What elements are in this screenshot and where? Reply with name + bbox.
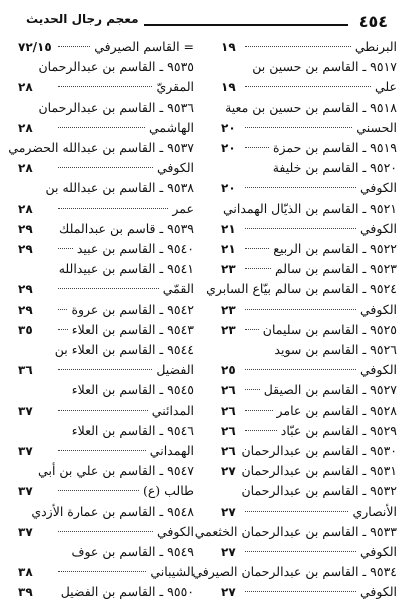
entry-text: ٩٥٥٠ ـ القاسم بن الفضيل (60, 584, 194, 600)
entry-text: المقريّ (156, 79, 194, 95)
entry-text: ٩٥٤٩ ـ القاسم بن عوف (71, 544, 194, 559)
index-entry (18, 278, 194, 300)
index-entry (221, 97, 397, 119)
book-title: معجم رجال الحديث (26, 12, 139, 26)
dot-leader (58, 208, 168, 209)
dot-leader (58, 450, 146, 451)
entry-page-number: ٢٠ (221, 120, 236, 135)
index-column-left (8, 36, 194, 602)
entry-page-number: ٢٨ (18, 120, 33, 135)
entry-text: ٩٥٢٢ ـ القاسم بن الربيع (273, 241, 397, 256)
entry-page-number: ٢٦ (221, 444, 236, 458)
entry-text: ٩٥٢٨ ـ القاسم بن عامر (276, 402, 397, 418)
dot-leader (58, 329, 68, 330)
entry-page-number: ٢٩ (18, 302, 33, 317)
entry-text: ٩٥٣١ ـ القاسم بن عبدالرحمان (241, 463, 397, 479)
dot-leader (245, 46, 351, 47)
index-entry (18, 541, 194, 563)
dot-leader (245, 369, 356, 370)
index-entry (18, 117, 194, 139)
entry-text: الهمداني (149, 443, 194, 458)
index-entry (18, 480, 194, 502)
entry-page-number: ٢٧ (221, 545, 236, 559)
entry-text: ٩٥٤٦ ـ القاسم بن العلاء (71, 422, 194, 438)
dot-leader (58, 410, 148, 411)
entry-page-number: ٢٦ (221, 403, 236, 418)
dot-leader (245, 389, 260, 390)
index-entry (221, 56, 397, 78)
index-entry (18, 501, 194, 523)
index-entry (18, 76, 194, 98)
entry-text: ٩٥١٨ ـ القاسم بن حسين بن معية (225, 99, 397, 115)
entry-text: الفضيل (156, 362, 194, 378)
entry-page-number: ٢٧ (221, 585, 236, 600)
entry-page-number: ٢٩ (18, 282, 33, 297)
index-entry (221, 76, 397, 98)
entry-page-number: ٣٧ (18, 444, 33, 458)
entry-text: ٩٥١٧ ـ القاسم بن حسين بن (252, 59, 397, 75)
dot-leader (58, 490, 139, 491)
index-entry (221, 238, 397, 260)
entry-text: علي (374, 79, 397, 95)
entry-text: المدائني (151, 402, 194, 418)
index-entry (18, 218, 194, 240)
index-entry (221, 198, 397, 220)
index-entry (221, 541, 397, 563)
entry-page-number: ٢٦ (221, 423, 236, 438)
entry-page-number: ٣٧ (18, 403, 33, 418)
page-number: ٤٥٤ (358, 12, 388, 31)
entry-text: الشيباني (150, 564, 194, 580)
index-entry (18, 258, 194, 280)
entry-page-number: ١٩ (221, 80, 236, 95)
index-entry (8, 137, 194, 159)
dot-leader (58, 531, 153, 532)
index-entry (221, 258, 397, 280)
entry-text: ٩٥٤٢ ـ القاسم بن عروة (71, 301, 194, 317)
entry-text: ٩٥٤٥ ـ القاسم بن العلاء (71, 382, 194, 398)
index-entry (18, 521, 194, 543)
entry-page-number: ٣٧ (18, 484, 33, 499)
index-entry (221, 379, 397, 401)
index-entry (221, 501, 397, 523)
index-entry (221, 137, 397, 159)
dot-leader (245, 187, 356, 188)
entry-page-number: ٣٩ (18, 585, 33, 600)
entry-text: ٩٥١٩ ـ القاسم بن حمزة (272, 140, 397, 155)
entry-text: الكوفي (156, 523, 194, 539)
entry-page-number: ٢٧ (221, 504, 236, 519)
entry-text: ٩٥٢٣ ـ القاسم بن سالم (274, 261, 397, 277)
entry-page-number: ٣٧ (18, 524, 33, 539)
index-entry (206, 278, 397, 300)
entry-text: الكوفي (359, 362, 397, 378)
index-entry (18, 440, 194, 462)
entry-text: الكوفي (359, 544, 397, 559)
entry-text: ٩٥٣٣ ـ القاسم بن عبدالرحمان الخثعمي (194, 523, 397, 539)
dot-leader (245, 430, 277, 431)
entry-text: ٩٥٢٦ ـ القاسم بن سويد (274, 342, 397, 357)
index-entry (221, 36, 397, 58)
entry-text: ٩٥٣٩ ـ قاسم بن عبدالملك (59, 220, 194, 236)
index-entry (221, 400, 397, 422)
index-entry (18, 56, 194, 78)
entry-text: ٩٥٣٧ ـ القاسم بن عبدالله الحضرمي (8, 140, 194, 155)
index-entry (18, 581, 194, 603)
entry-page-number: ٧٢/١٥ (18, 40, 52, 54)
entry-text: ٩٥٣٤ ـ القاسم بن عبدالرحمان الصيرفي (192, 564, 397, 580)
index-entry (221, 480, 397, 502)
dot-leader (58, 571, 146, 572)
entry-page-number: ٢٩ (18, 242, 33, 256)
entry-text: الكوفي (359, 220, 397, 236)
index-entry (18, 36, 194, 58)
entry-page-number: ٢٨ (18, 201, 33, 216)
index-entry (221, 440, 397, 462)
index-entry (221, 299, 397, 321)
entry-page-number: ٣٦ (18, 363, 33, 378)
page-header (26, 10, 388, 36)
dot-leader (58, 86, 152, 87)
entry-text: ٩٥٢٤ ـ القاسم بن سالم بيّاع السابري (206, 281, 397, 297)
entry-text: البرنطي (354, 39, 397, 54)
index-entry (18, 319, 194, 341)
index-entry (18, 198, 194, 220)
entry-page-number: ٢٩ (18, 221, 33, 236)
index-entry (18, 299, 194, 321)
index-entry (18, 97, 194, 119)
entry-text: ٩٥٣٢ ـ القاسم بن عبدالرحمان (241, 483, 397, 499)
dot-leader (245, 86, 371, 87)
entry-text: ٩٥٢١ ـ القاسم بن الذيّال الهمداني (222, 200, 397, 216)
index-entry (18, 420, 194, 442)
entry-page-number: ٢٠ (221, 141, 236, 155)
entry-page-number: ٢٨ (18, 161, 33, 176)
dot-leader (58, 369, 152, 370)
entry-text: ٩٥٤٤ ـ القاسم بن العلاء بن (54, 342, 194, 357)
index-column-right (192, 36, 397, 602)
entry-text: ٩٥٢٠ ـ القاسم بن خليفة (272, 160, 397, 176)
entry-page-number: ٢٥ (221, 363, 236, 378)
dot-leader (245, 309, 356, 310)
index-entry (18, 379, 194, 401)
entry-page-number: ٢١ (221, 242, 236, 256)
entry-text: الأنصاري (352, 503, 397, 519)
entry-text: ٩٥٤١ ـ القاسم بن عبيدالله (58, 261, 194, 277)
entry-page-number: ١٩ (221, 40, 236, 54)
index-entry (221, 339, 397, 361)
entry-page-number: ٢٠ (221, 181, 236, 196)
dot-leader (245, 551, 356, 552)
index-entry (18, 238, 194, 260)
index-entry (18, 177, 194, 199)
dot-leader (58, 127, 145, 128)
entry-text: ٩٥٣٦ ـ القاسم بن عبدالرحمان (38, 99, 194, 115)
dot-leader (245, 228, 356, 229)
entry-page-number: ٢٦ (221, 383, 236, 398)
entry-text: ٩٥٣٨ ـ القاسم بن عبدالله بن (45, 180, 194, 196)
dot-leader (245, 248, 269, 249)
index-entry (18, 460, 194, 482)
dot-leader (245, 410, 273, 411)
index-entry (221, 420, 397, 442)
entry-page-number: ٢١ (221, 221, 236, 236)
index-entry (194, 521, 397, 543)
entry-text: ٩٥٣٠ ـ القاسم بن عبدالرحمان (241, 443, 397, 458)
entry-page-number: ٣٥ (18, 322, 33, 337)
index-entry (18, 339, 194, 361)
entry-text: القمّي (162, 281, 194, 297)
entry-text: ٩٥٤٣ ـ القاسم بن العلاء (71, 321, 194, 337)
index-entry (221, 319, 397, 341)
dot-leader (58, 288, 159, 289)
entry-page-number: ٢٨ (18, 80, 33, 95)
entry-text: الكوفي (359, 301, 397, 317)
index-entry (221, 460, 397, 482)
entry-text: ٩٥٤٨ ـ القاسم بن عمارة الأزدي (31, 503, 194, 519)
header-rule (144, 24, 348, 26)
dot-leader (245, 329, 259, 330)
entry-text: ٩٥٤٠ ـ القاسم بن عبيد (76, 241, 194, 256)
dot-leader (245, 511, 348, 512)
dot-leader (245, 127, 352, 128)
entry-text: طالب (ع) (142, 483, 194, 499)
entry-text: عمر (172, 200, 194, 216)
dot-leader (58, 309, 67, 310)
index-entry (221, 581, 397, 603)
index-entry (221, 218, 397, 240)
entry-text: ٩٥٣٥ ـ القاسم بن عبدالرحمان (38, 59, 194, 75)
entry-text: = القاسم الصيرفي (94, 39, 194, 54)
entry-page-number: ٢٣ (221, 322, 236, 337)
entry-text: ٩٥٤٧ ـ القاسم بن علي بن أبي (38, 463, 194, 479)
entry-text: الحسني (356, 119, 397, 135)
dot-leader (58, 167, 153, 168)
dot-leader (245, 147, 269, 148)
entry-page-number: ٢٣ (221, 262, 236, 277)
index-entry (18, 400, 194, 422)
index-entry (192, 561, 397, 583)
index-entry (221, 177, 397, 199)
dot-leader (58, 46, 90, 47)
entry-text: الكوفي (359, 180, 397, 196)
entry-text: الكوفي (359, 584, 397, 600)
entry-text: ٩٥٢٧ ـ القاسم بن الصيقل (263, 382, 397, 398)
dot-leader (58, 248, 73, 249)
entry-text: ٩٥٢٩ ـ القاسم بن عبّاد (280, 422, 397, 438)
entry-text: الهاشمي (149, 119, 194, 135)
index-entry (221, 157, 397, 179)
index-entry (18, 561, 194, 583)
index-entry (18, 157, 194, 179)
index-entry (18, 359, 194, 381)
entry-page-number: ٣٨ (18, 565, 33, 580)
dot-leader (245, 268, 271, 269)
entry-page-number: ٢٧ (221, 464, 236, 479)
index-entry (221, 359, 397, 381)
entry-text: ٩٥٢٥ ـ القاسم بن سليمان (262, 321, 397, 337)
dot-leader (245, 591, 356, 592)
entry-page-number: ٢٣ (221, 302, 236, 317)
entry-text: الكوفي (156, 160, 194, 176)
index-entry (221, 117, 397, 139)
